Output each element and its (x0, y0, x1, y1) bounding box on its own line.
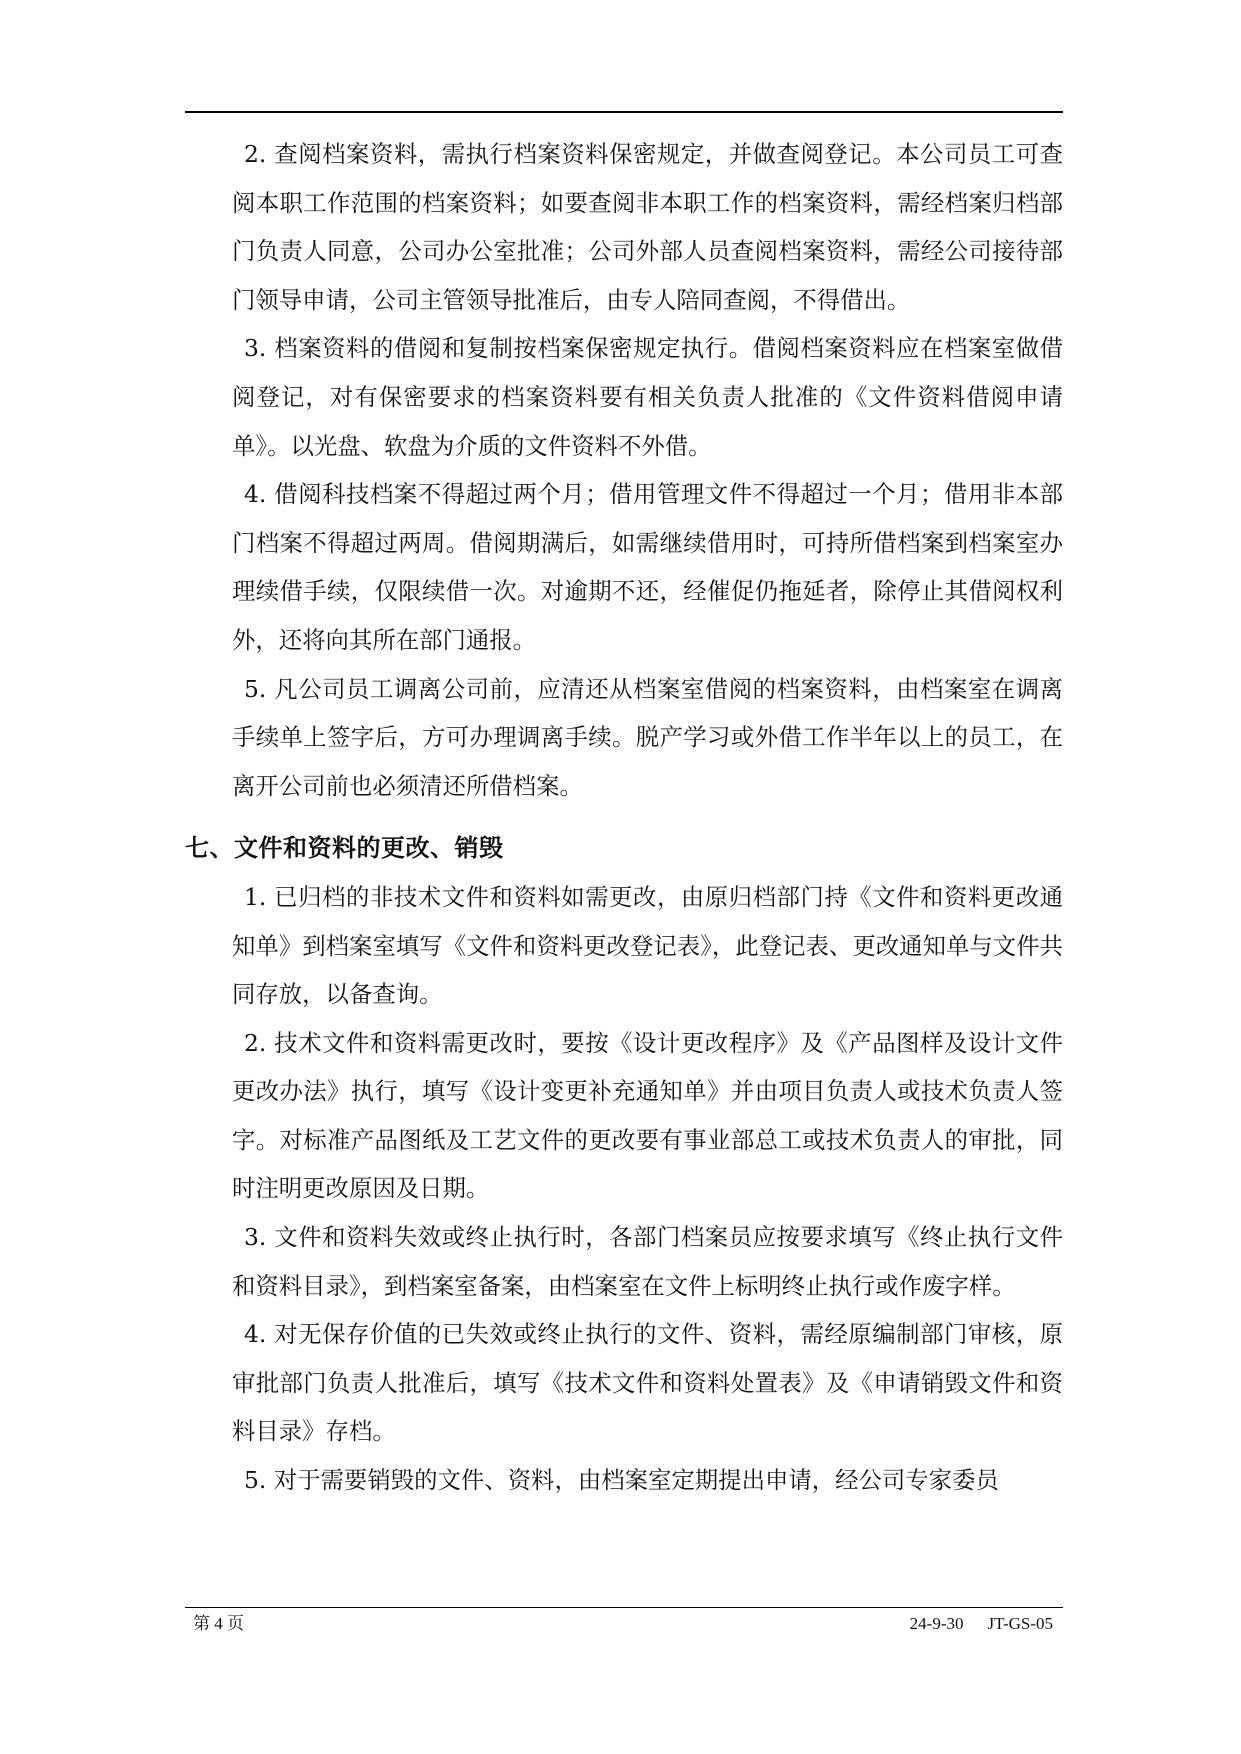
document-code: JT-GS-05 (987, 1614, 1053, 1633)
page-number: 第 4 页 (193, 1614, 244, 1633)
header-rule (185, 111, 1063, 113)
section-7-paragraph-4: 4. 对无保存价值的已失效或终止执行的文件、资料，需经原编制部门审核，原审批部门负责人批准后，填写《技术文件和资料处置表》及《申请销毁文件和资料目录》存档。 (232, 1320, 1063, 1446)
section-7-paragraph-3: 3. 文件和资料失效或终止执行时，各部门档案员应按要求填写《终止执行文件和资料目录》，到档案室备案，由档案室在文件上标明终止执行或作废字样。 (232, 1223, 1063, 1300)
section-heading-7: 七、文件和资料的更改、销毁 (185, 834, 504, 863)
page-footer (185, 1611, 1063, 1637)
footer-date: 24-9-30 (909, 1614, 964, 1633)
section-7-paragraph-1: 1. 已归档的非技术文件和资料如需更改，由原归档部门持《文件和资料更改通知单》到档案室填写《文件和资料更改登记表》，此登记表、更改通知单与文件共同存放，以备查询。 (232, 882, 1063, 1009)
footer-meta (910, 1611, 1053, 1637)
regulation-paragraph-2: 2. 查阅档案资料，需执行档案资料保密规定，并做查阅登记。本公司员工可查阅本职工作范围的档案资料；如要查阅非本职工作的档案资料，需经档案归档部门负责人同意，公司办公室批准；公司外部人员查阅档案资料，需经公司接待部门领导申请，公司主管领导批准后，由专人陪同查阅，不得借出。 (232, 140, 1063, 314)
document-body (185, 130, 1063, 1505)
section-7-paragraph-5: 5. 对于需要销毁的文件、资料，由档案室定期提出申请，经公司专家委员 (244, 1466, 999, 1495)
regulation-paragraph-3: 3. 档案资料的借阅和复制按档案保密规定执行。借阅档案资料应在档案室做借阅登记，对有保密要求的档案资料要有相关负责人批准的《文件资料借阅申请单》。以光盘、软盘为介质的文件资料不外借。 (232, 334, 1063, 460)
section-7-paragraph-2: 2. 技术文件和资料需更改时，要按《设计更改程序》及《产品图样及设计文件更改办法》执行，填写《设计变更补充通知单》并由项目负责人或技术负责人签字。对标准产品图纸及工艺文件的更改要有事业部总工或技术负责人的审批，同时注明更改原因及日期。 (232, 1028, 1063, 1203)
regulation-paragraph-5: 5. 凡公司员工调离公司前，应清还从档案室借阅的档案资料，由档案室在调离手续单上签字后，方可办理调离手续。脱产学习或外借工作半年以上的员工，在离开公司前也必须清还所借档案。 (232, 674, 1063, 800)
footer-rule (185, 1607, 1063, 1608)
regulation-paragraph-4: 4. 借阅科技档案不得超过两个月；借用管理文件不得超过一个月；借用非本部门档案不得超过两周。借阅期满后，如需继续借用时，可持所借档案到档案室办理续借手续，仅限续借一次。对逾期不还，经催促仍拖延者，除停止其借阅权利外，还将向其所在部门通报。 (232, 480, 1063, 654)
